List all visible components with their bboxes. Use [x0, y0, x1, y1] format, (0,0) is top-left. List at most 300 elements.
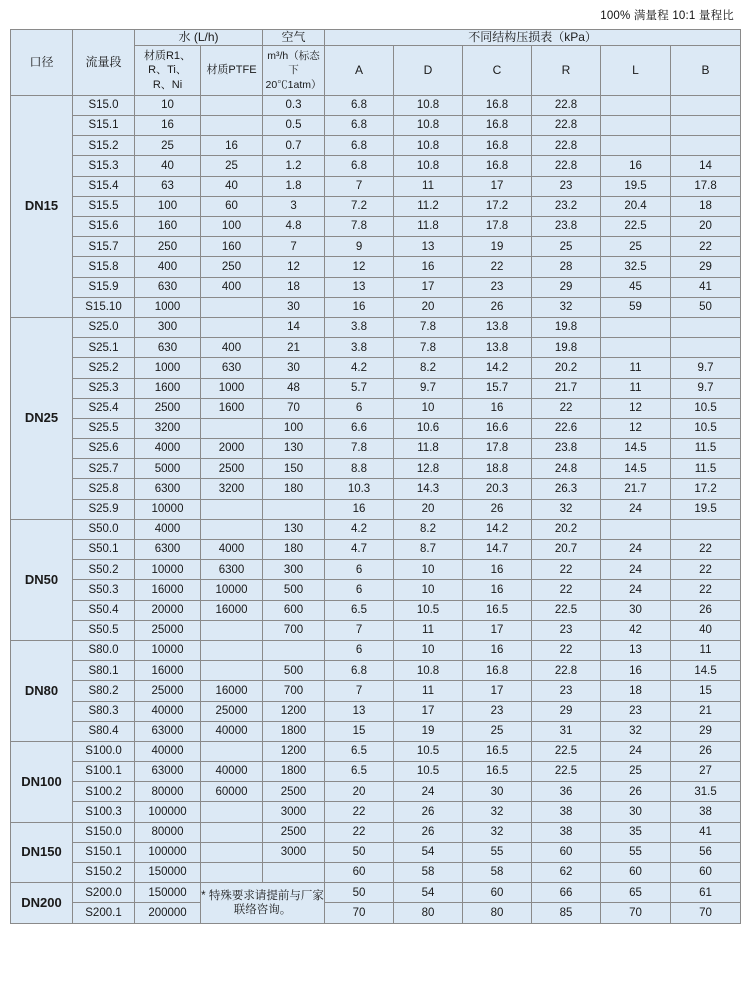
table-row: [11, 297, 741, 317]
pressure-a-cell: 3.8: [325, 317, 394, 337]
water-mat2-cell: 40: [201, 176, 263, 196]
water-mat1-cell: 1600: [135, 378, 201, 398]
pressure-a-cell: 7.8: [325, 439, 394, 459]
pressure-l-cell: 32.5: [601, 257, 671, 277]
pressure-d-cell: 10.8: [394, 95, 463, 115]
table-row: [11, 600, 741, 620]
pressure-r-cell: 22: [532, 398, 601, 418]
pressure-r-cell: 21.7: [532, 378, 601, 398]
water-mat2-cell: 400: [201, 277, 263, 297]
pressure-b-cell: 21: [671, 701, 741, 721]
air-flow-cell: 30: [263, 297, 325, 317]
air-flow-cell: 130: [263, 439, 325, 459]
pressure-d-cell: 10.8: [394, 661, 463, 681]
table-row: [11, 338, 741, 358]
pressure-r-cell: 60: [532, 842, 601, 862]
pressure-d-cell: 11: [394, 681, 463, 701]
pressure-d-cell: 26: [394, 802, 463, 822]
pressure-c-cell: 19: [463, 237, 532, 257]
pressure-d-cell: 11: [394, 176, 463, 196]
water-mat2-cell: 10000: [201, 580, 263, 600]
pressure-l-cell: 59: [601, 297, 671, 317]
diameter-cell: DN150: [11, 822, 73, 883]
pressure-b-cell: 70: [671, 903, 741, 923]
pressure-b-cell: 22: [671, 560, 741, 580]
pressure-l-cell: [601, 116, 671, 136]
table-row: [11, 237, 741, 257]
air-flow-cell: 3000: [263, 802, 325, 822]
flow-segment-cell: S100.2: [73, 782, 135, 802]
header-p-a: A: [325, 46, 394, 96]
air-flow-cell: 3000: [263, 842, 325, 862]
flow-segment-cell: S150.2: [73, 863, 135, 883]
flow-segment-cell: S80.0: [73, 640, 135, 660]
air-flow-cell: 1200: [263, 741, 325, 761]
water-mat2-cell: 630: [201, 358, 263, 378]
pressure-c-cell: 15.7: [463, 378, 532, 398]
pressure-d-cell: 7.8: [394, 317, 463, 337]
pressure-d-cell: 9.7: [394, 378, 463, 398]
flow-segment-cell: S15.1: [73, 116, 135, 136]
water-mat2-cell: 25000: [201, 701, 263, 721]
pressure-c-cell: 16: [463, 640, 532, 660]
table-row: [11, 317, 741, 337]
pressure-a-cell: 7: [325, 176, 394, 196]
pressure-l-cell: 26: [601, 782, 671, 802]
pressure-b-cell: [671, 116, 741, 136]
pressure-l-cell: 11: [601, 378, 671, 398]
water-mat2-cell: [201, 802, 263, 822]
table-row: [11, 418, 741, 438]
pressure-b-cell: 11.5: [671, 459, 741, 479]
pressure-l-cell: 70: [601, 903, 671, 923]
pressure-r-cell: 23: [532, 176, 601, 196]
pressure-c-cell: 60: [463, 883, 532, 903]
pressure-b-cell: 50: [671, 297, 741, 317]
pressure-r-cell: 22.8: [532, 116, 601, 136]
pressure-b-cell: 22: [671, 580, 741, 600]
pressure-d-cell: 10.8: [394, 156, 463, 176]
header-group-water: 水 (L/h): [135, 30, 263, 46]
table-row: [11, 580, 741, 600]
pressure-b-cell: [671, 136, 741, 156]
air-flow-cell: 500: [263, 661, 325, 681]
pressure-r-cell: 23.8: [532, 439, 601, 459]
water-mat1-cell: 10000: [135, 499, 201, 519]
pressure-a-cell: 6.5: [325, 741, 394, 761]
flow-segment-cell: S25.6: [73, 439, 135, 459]
pressure-l-cell: 16: [601, 156, 671, 176]
pressure-c-cell: 16.8: [463, 116, 532, 136]
air-flow-cell: 0.3: [263, 95, 325, 115]
air-flow-cell: 130: [263, 519, 325, 539]
pressure-d-cell: 10: [394, 580, 463, 600]
flow-segment-cell: S15.7: [73, 237, 135, 257]
header-p-l: L: [601, 46, 671, 96]
flow-segment-cell: S80.4: [73, 721, 135, 741]
pressure-a-cell: 13: [325, 277, 394, 297]
pressure-b-cell: 41: [671, 277, 741, 297]
pressure-b-cell: [671, 95, 741, 115]
pressure-l-cell: 35: [601, 822, 671, 842]
pressure-r-cell: 22.6: [532, 418, 601, 438]
pressure-b-cell: 9.7: [671, 358, 741, 378]
flow-segment-cell: S100.0: [73, 741, 135, 761]
air-flow-cell: 150: [263, 459, 325, 479]
water-mat2-cell: 4000: [201, 540, 263, 560]
pressure-b-cell: 56: [671, 842, 741, 862]
pressure-d-cell: 10.8: [394, 116, 463, 136]
pressure-b-cell: 18: [671, 196, 741, 216]
pressure-b-cell: 27: [671, 762, 741, 782]
pressure-r-cell: 22.8: [532, 156, 601, 176]
pressure-l-cell: 14.5: [601, 459, 671, 479]
pressure-l-cell: 24: [601, 499, 671, 519]
diameter-cell: DN50: [11, 519, 73, 640]
header-group-air: 空气: [263, 30, 325, 46]
water-mat2-cell: 2000: [201, 439, 263, 459]
pressure-r-cell: 29: [532, 701, 601, 721]
pressure-c-cell: 13.8: [463, 317, 532, 337]
air-flow-cell: [263, 640, 325, 660]
pressure-d-cell: 10.5: [394, 741, 463, 761]
pressure-c-cell: 16.5: [463, 741, 532, 761]
water-mat1-cell: 40000: [135, 741, 201, 761]
air-flow-cell: [263, 499, 325, 519]
air-flow-cell: 48: [263, 378, 325, 398]
pressure-a-cell: 22: [325, 802, 394, 822]
pressure-d-cell: 11: [394, 620, 463, 640]
pressure-r-cell: 22: [532, 640, 601, 660]
water-mat2-cell: 400: [201, 338, 263, 358]
water-mat2-cell: 60: [201, 196, 263, 216]
air-flow-cell: 1.8: [263, 176, 325, 196]
pressure-c-cell: 17.8: [463, 217, 532, 237]
pressure-l-cell: [601, 95, 671, 115]
flow-segment-cell: S15.10: [73, 297, 135, 317]
water-mat2-cell: 3200: [201, 479, 263, 499]
pressure-l-cell: [601, 519, 671, 539]
pressure-c-cell: 17.2: [463, 196, 532, 216]
pressure-l-cell: 24: [601, 560, 671, 580]
pressure-l-cell: 65: [601, 883, 671, 903]
pressure-c-cell: 16: [463, 560, 532, 580]
pressure-b-cell: 22: [671, 540, 741, 560]
water-mat1-cell: 300: [135, 317, 201, 337]
pressure-b-cell: 17.2: [671, 479, 741, 499]
pressure-a-cell: 7.8: [325, 217, 394, 237]
header-p-b: B: [671, 46, 741, 96]
air-flow-cell: 2500: [263, 822, 325, 842]
header-water-mat1: 材质R1、R、Ti、R、Ni: [135, 46, 201, 96]
flow-segment-cell: S15.3: [73, 156, 135, 176]
water-mat1-cell: 16000: [135, 661, 201, 681]
pressure-l-cell: 21.7: [601, 479, 671, 499]
pressure-c-cell: 80: [463, 903, 532, 923]
pressure-d-cell: 20: [394, 297, 463, 317]
flow-segment-cell: S15.9: [73, 277, 135, 297]
diameter-cell: DN100: [11, 741, 73, 822]
pressure-b-cell: 26: [671, 741, 741, 761]
pressure-r-cell: 26.3: [532, 479, 601, 499]
pressure-c-cell: 17: [463, 176, 532, 196]
pressure-l-cell: 30: [601, 600, 671, 620]
pressure-a-cell: 6.6: [325, 418, 394, 438]
header-air-unit: m³/h（标态下20℃1atm）: [263, 46, 325, 96]
table-row: [11, 661, 741, 681]
air-flow-cell: 700: [263, 620, 325, 640]
flow-segment-cell: S25.8: [73, 479, 135, 499]
pressure-b-cell: 19.5: [671, 499, 741, 519]
pressure-l-cell: 23: [601, 701, 671, 721]
pressure-r-cell: 23: [532, 681, 601, 701]
flow-segment-cell: S150.0: [73, 822, 135, 842]
table-row: [11, 681, 741, 701]
header-flow-range: 流量段: [73, 30, 135, 96]
pressure-b-cell: 29: [671, 257, 741, 277]
table-row: [11, 378, 741, 398]
water-mat1-cell: 63000: [135, 721, 201, 741]
table-row: [11, 217, 741, 237]
table-row: [11, 762, 741, 782]
flow-segment-cell: S50.1: [73, 540, 135, 560]
pressure-c-cell: 26: [463, 297, 532, 317]
pressure-a-cell: 6: [325, 398, 394, 418]
pressure-c-cell: 17: [463, 681, 532, 701]
pressure-c-cell: 16.8: [463, 661, 532, 681]
table-row: [11, 640, 741, 660]
air-flow-cell: 1.2: [263, 156, 325, 176]
pressure-b-cell: 10.5: [671, 398, 741, 418]
pressure-c-cell: 16.8: [463, 156, 532, 176]
water-mat2-cell: [201, 499, 263, 519]
pressure-c-cell: 16.8: [463, 95, 532, 115]
pressure-r-cell: 36: [532, 782, 601, 802]
pressure-d-cell: 20: [394, 499, 463, 519]
air-flow-cell: 7: [263, 237, 325, 257]
water-mat2-cell: 16000: [201, 600, 263, 620]
pressure-r-cell: 22.5: [532, 762, 601, 782]
pressure-l-cell: 20.4: [601, 196, 671, 216]
pressure-d-cell: 10.6: [394, 418, 463, 438]
pressure-c-cell: 16.5: [463, 600, 532, 620]
pressure-r-cell: 62: [532, 863, 601, 883]
table-row: [11, 903, 741, 923]
header-water-mat2: 材质PTFE: [201, 46, 263, 96]
air-flow-cell: 14: [263, 317, 325, 337]
water-mat2-cell: 60000: [201, 782, 263, 802]
pressure-c-cell: 22: [463, 257, 532, 277]
pressure-l-cell: 18: [601, 681, 671, 701]
pressure-d-cell: 8.7: [394, 540, 463, 560]
table-row: [11, 116, 741, 136]
water-mat1-cell: 630: [135, 338, 201, 358]
table-row: [11, 701, 741, 721]
water-mat1-cell: 63: [135, 176, 201, 196]
flow-segment-cell: S200.1: [73, 903, 135, 923]
water-mat1-cell: 16: [135, 116, 201, 136]
air-flow-cell: 1800: [263, 762, 325, 782]
pressure-d-cell: 13: [394, 237, 463, 257]
air-flow-cell: 1800: [263, 721, 325, 741]
pressure-r-cell: 20.2: [532, 519, 601, 539]
air-flow-cell: 18: [263, 277, 325, 297]
pressure-b-cell: 9.7: [671, 378, 741, 398]
pressure-c-cell: 16.8: [463, 136, 532, 156]
pressure-l-cell: 22.5: [601, 217, 671, 237]
pressure-c-cell: 14.7: [463, 540, 532, 560]
pressure-a-cell: 50: [325, 883, 394, 903]
pressure-d-cell: 19: [394, 721, 463, 741]
pressure-a-cell: 6: [325, 560, 394, 580]
pressure-r-cell: 23.2: [532, 196, 601, 216]
flow-segment-cell: S15.5: [73, 196, 135, 216]
pressure-a-cell: 7.2: [325, 196, 394, 216]
water-mat2-cell: [201, 661, 263, 681]
table-row: [11, 439, 741, 459]
water-mat1-cell: 10: [135, 95, 201, 115]
water-mat1-cell: 80000: [135, 822, 201, 842]
water-mat1-cell: 100000: [135, 802, 201, 822]
pressure-b-cell: 22: [671, 237, 741, 257]
table-row: [11, 136, 741, 156]
pressure-l-cell: 16: [601, 661, 671, 681]
flow-segment-cell: S25.4: [73, 398, 135, 418]
water-mat1-cell: 25000: [135, 681, 201, 701]
pressure-d-cell: 8.2: [394, 519, 463, 539]
pressure-l-cell: 55: [601, 842, 671, 862]
pressure-a-cell: 6.8: [325, 136, 394, 156]
pressure-r-cell: 23: [532, 620, 601, 640]
pressure-d-cell: 16: [394, 257, 463, 277]
air-flow-cell: 70: [263, 398, 325, 418]
flow-segment-cell: S25.1: [73, 338, 135, 358]
water-mat1-cell: 250: [135, 237, 201, 257]
water-mat1-cell: 6300: [135, 479, 201, 499]
pressure-d-cell: 17: [394, 701, 463, 721]
water-mat1-cell: 1000: [135, 297, 201, 317]
water-mat2-cell: 100: [201, 217, 263, 237]
pressure-loss-table: [10, 29, 741, 924]
pressure-c-cell: 23: [463, 277, 532, 297]
pressure-r-cell: 22: [532, 580, 601, 600]
pressure-c-cell: 30: [463, 782, 532, 802]
flow-segment-cell: S25.0: [73, 317, 135, 337]
pressure-a-cell: 3.8: [325, 338, 394, 358]
pressure-r-cell: 22.8: [532, 136, 601, 156]
pressure-r-cell: 23.8: [532, 217, 601, 237]
water-mat2-cell: [201, 640, 263, 660]
pressure-c-cell: 16.5: [463, 762, 532, 782]
water-mat1-cell: 63000: [135, 762, 201, 782]
flow-segment-cell: S25.9: [73, 499, 135, 519]
water-mat1-cell: 150000: [135, 883, 201, 903]
air-flow-cell: 300: [263, 560, 325, 580]
pressure-b-cell: 61: [671, 883, 741, 903]
table-row: [11, 196, 741, 216]
water-mat1-cell: 40: [135, 156, 201, 176]
pressure-d-cell: 11.8: [394, 439, 463, 459]
pressure-c-cell: 18.8: [463, 459, 532, 479]
table-row: [11, 802, 741, 822]
water-mat2-cell: 6300: [201, 560, 263, 580]
pressure-r-cell: 20.7: [532, 540, 601, 560]
pressure-a-cell: 60: [325, 863, 394, 883]
top-note: 100% 满量程 10:1 量程比: [600, 10, 734, 22]
pressure-b-cell: 11.5: [671, 439, 741, 459]
flow-segment-cell: S50.5: [73, 620, 135, 640]
pressure-l-cell: 25: [601, 762, 671, 782]
water-mat2-cell: 250: [201, 257, 263, 277]
pressure-c-cell: 17: [463, 620, 532, 640]
pressure-r-cell: 28: [532, 257, 601, 277]
table-row: [11, 782, 741, 802]
pressure-a-cell: 6.5: [325, 762, 394, 782]
pressure-b-cell: 26: [671, 600, 741, 620]
water-mat1-cell: 400: [135, 257, 201, 277]
table-row: [11, 560, 741, 580]
diameter-cell: DN15: [11, 95, 73, 317]
pressure-d-cell: 58: [394, 863, 463, 883]
pressure-d-cell: 10.8: [394, 136, 463, 156]
pressure-d-cell: 26: [394, 822, 463, 842]
water-mat2-cell: [201, 620, 263, 640]
water-mat1-cell: 4000: [135, 519, 201, 539]
table-row: [11, 277, 741, 297]
pressure-c-cell: 16: [463, 398, 532, 418]
pressure-b-cell: 38: [671, 802, 741, 822]
pressure-a-cell: 8.8: [325, 459, 394, 479]
table-row: [11, 620, 741, 640]
pressure-a-cell: 6.5: [325, 600, 394, 620]
water-mat1-cell: 40000: [135, 701, 201, 721]
pressure-l-cell: 24: [601, 741, 671, 761]
pressure-a-cell: 22: [325, 822, 394, 842]
table-row: [11, 257, 741, 277]
table-row: [11, 176, 741, 196]
table-row: [11, 822, 741, 842]
pressure-b-cell: 17.8: [671, 176, 741, 196]
air-flow-cell: 30: [263, 358, 325, 378]
air-flow-cell: 180: [263, 540, 325, 560]
diameter-cell: DN25: [11, 317, 73, 519]
header-p-c: C: [463, 46, 532, 96]
pressure-a-cell: 6.8: [325, 156, 394, 176]
pressure-b-cell: 40: [671, 620, 741, 640]
table-row: [11, 842, 741, 862]
flow-segment-cell: S50.2: [73, 560, 135, 580]
pressure-a-cell: 12: [325, 257, 394, 277]
pressure-c-cell: 26: [463, 499, 532, 519]
pressure-d-cell: 10: [394, 640, 463, 660]
pressure-a-cell: 6: [325, 640, 394, 660]
flow-segment-cell: S100.3: [73, 802, 135, 822]
pressure-r-cell: 22.8: [532, 95, 601, 115]
water-mat2-cell: 16: [201, 136, 263, 156]
water-mat1-cell: 100000: [135, 842, 201, 862]
pressure-r-cell: 19.8: [532, 338, 601, 358]
pressure-l-cell: 42: [601, 620, 671, 640]
pressure-r-cell: 29: [532, 277, 601, 297]
pressure-b-cell: [671, 317, 741, 337]
flow-segment-cell: S50.3: [73, 580, 135, 600]
water-mat1-cell: 3200: [135, 418, 201, 438]
pressure-a-cell: 4.2: [325, 358, 394, 378]
pressure-b-cell: 14.5: [671, 661, 741, 681]
pressure-c-cell: 14.2: [463, 519, 532, 539]
pressure-c-cell: 16.6: [463, 418, 532, 438]
water-mat1-cell: 25000: [135, 620, 201, 640]
